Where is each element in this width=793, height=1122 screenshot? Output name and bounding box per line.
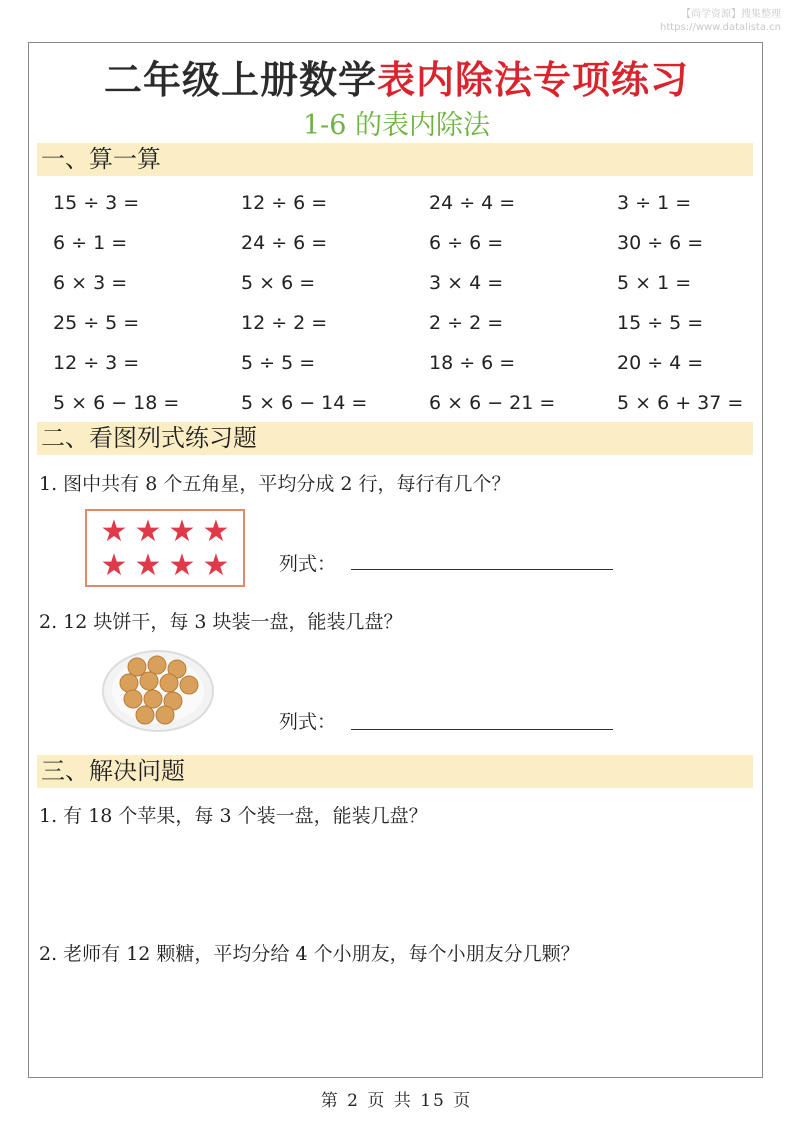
calc-item: 3 × 4 = [429, 272, 504, 294]
star-icon: ★ [168, 514, 196, 549]
calc-item: 12 ÷ 2 = [241, 312, 328, 334]
cookie-icon [140, 672, 158, 690]
star-icon: ★ [202, 514, 230, 549]
watermark [660, 8, 781, 34]
section1-heading: 一、算一算 [37, 143, 753, 176]
cookie-icon [136, 706, 154, 724]
calc-item: 25 ÷ 5 = [53, 312, 140, 334]
page-footer: 第 2 页 共 15 页 [320, 1091, 473, 1111]
calc-item: 5 × 6 − 14 = [241, 392, 368, 414]
calc-item: 5 × 6 = [241, 272, 316, 294]
calc-item: 24 ÷ 4 = [429, 192, 516, 214]
calc-item: 5 × 1 = [617, 272, 692, 294]
calc-item: 24 ÷ 6 = [241, 232, 328, 254]
title-part2: 表内除法专项练习 [377, 57, 690, 102]
calc-item: 20 ÷ 4 = [617, 352, 704, 374]
star-icon: ★ [100, 548, 128, 583]
section3-question1: 1. 有 18 个苹果，每 3 个装一盘，能装几盘？ [39, 805, 428, 827]
cookie-icon [144, 690, 162, 708]
cookie-plate-image [101, 645, 215, 733]
cookie-icon [160, 674, 178, 692]
stars-picture [85, 509, 245, 587]
title-part1: 二年级上册数学 [103, 57, 377, 102]
calc-item: 15 ÷ 3 = [53, 192, 140, 214]
formula-label-2: 列式： [279, 711, 337, 733]
answer-line-2[interactable] [351, 729, 613, 730]
calc-item: 15 ÷ 5 = [617, 312, 704, 334]
star-icon: ★ [134, 548, 162, 583]
calc-item: 6 ÷ 1 = [53, 232, 128, 254]
cookie-icon [156, 706, 174, 724]
calc-item: 5 × 6 − 18 = [53, 392, 180, 414]
calc-item: 6 ÷ 6 = [429, 232, 504, 254]
cookie-icon [124, 690, 142, 708]
section2-question1: 1. 图中共有 8 个五角星，平均分成 2 行，每行有几个？ [39, 473, 511, 495]
worksheet-frame [28, 42, 763, 1078]
answer-line-1[interactable] [351, 569, 613, 570]
star-icon: ★ [202, 548, 230, 583]
calc-item: 5 × 6 + 37 = [617, 392, 744, 414]
star-icon: ★ [168, 548, 196, 583]
cookie-icon [128, 658, 146, 676]
cookie-icon [120, 674, 138, 692]
calculation-grid [53, 183, 753, 423]
watermark-line1: 【尚学资源】搜集整理 [681, 9, 781, 20]
page-title [29, 49, 764, 104]
calc-item: 12 ÷ 3 = [53, 352, 140, 374]
calc-item: 12 ÷ 6 = [241, 192, 328, 214]
calc-item: 5 ÷ 5 = [241, 352, 316, 374]
calc-item: 18 ÷ 6 = [429, 352, 516, 374]
section2-question2: 2. 12 块饼干，每 3 块装一盘，能装几盘？ [39, 611, 403, 633]
section3-question2: 2. 老师有 12 颗糖，平均分给 4 个小朋友，每个小朋友分几颗？ [39, 943, 580, 965]
star-icon: ★ [100, 514, 128, 549]
calc-item: 30 ÷ 6 = [617, 232, 704, 254]
calc-item: 6 × 6 − 21 = [429, 392, 556, 414]
formula-label-1: 列式： [279, 553, 337, 575]
calc-item: 6 × 3 = [53, 272, 128, 294]
section2-heading: 二、看图列式练习题 [37, 422, 753, 455]
cookie-icon [148, 656, 166, 674]
watermark-line2: https://www.datalista.cn [660, 22, 781, 33]
star-icon: ★ [134, 514, 162, 549]
section3-heading: 三、解决问题 [37, 755, 753, 788]
cookie-icon [180, 676, 198, 694]
page-subtitle: 1-6 的表内除法 [302, 110, 491, 141]
calc-item: 3 ÷ 1 = [617, 192, 692, 214]
calc-item: 2 ÷ 2 = [429, 312, 504, 334]
